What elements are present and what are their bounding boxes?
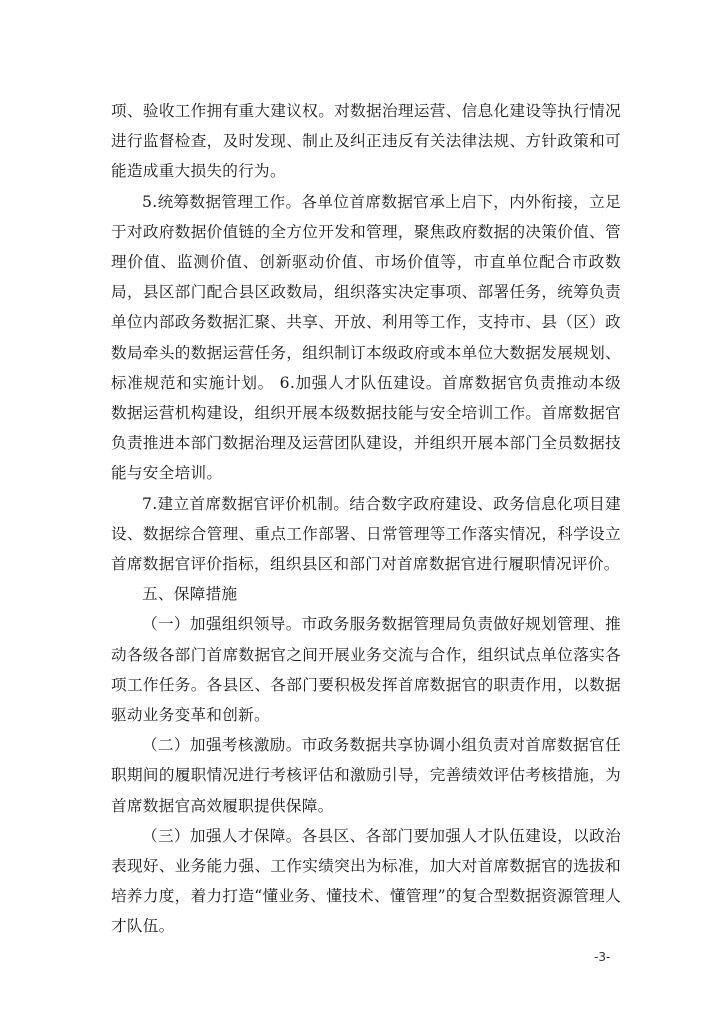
paragraph-6: （三）加强人才保障。各县区、各部门要加强人才队伍建设，以政治表现好、业务能力强、工作实绩突出为标准，加大对首席数据官的选拔和培养力度，着力打造“懂业务、懂技术、懂管理”的复合型数据资源管理人才队伍。 bbox=[111, 826, 621, 936]
paragraph-5: （二）加强考核激励。市政务数据共享协调小组负责对首席数据官任职期间的履职情况进行考核评估和激励引导，完善绩效评估考核措施，为首席数据官高效履职提供保障。 bbox=[111, 736, 621, 815]
paragraph-1: 项、验收工作拥有重大建议权。对数据治理运营、信息化建设等执行情况进行监督检查，及时发现、制止及纠正违反有关法律法规、方针政策和可能造成重大损失的行为。 bbox=[111, 102, 621, 181]
document-body bbox=[111, 96, 621, 942]
paragraph-2: 5.统筹数据管理工作。各单位首席数据官承上启下，内外衔接，立足于对政府数据价值链的全方位开发和管理，聚焦政府数据的决策价值、管理价值、监测价值、创新驱动价值、市场价值等，市直单位配合市政数局，县区部门配合县区政数局，组织落实决定事项、部署任务，统筹负责单位内部政务数据汇聚、共享、开放、利用等工作，支持市、县（区）政数局牵头的数据运营任务，组织制订本级政府或本单位大数据发展规划、标准规范和实施计划。 6.加强人才队伍建设。首席数据官负责推动本级数据运营机构建设，组织开展本级数据技能与安全培训工作。首席数据官负责推进本部门数据治理及运营团队建设，并组织开展本部门全员数据技能与安全培训。 bbox=[111, 192, 621, 483]
paragraph-4: （一）加强组织领导。市政务服务数据管理局负责做好规划管理、推动各级各部门首席数据官之间开展业务交流与合作，组织试点单位落实各项工作任务。各县区、各部门要积极发挥首席数据官的职责作用，以数据驱动业务变革和创新。 bbox=[111, 615, 621, 725]
section-heading: 五、保障措施 bbox=[142, 585, 238, 604]
page-number: -3- bbox=[594, 950, 611, 964]
paragraph-3: 7.建立首席数据官评价机制。结合数字政府建设、政务信息化项目建设、数据综合管理、重点工作部署、日常管理等工作落实情况，科学设立首席数据官评价指标，组织县区和部门对首席数据官进行履职情况评价。 bbox=[111, 494, 621, 574]
